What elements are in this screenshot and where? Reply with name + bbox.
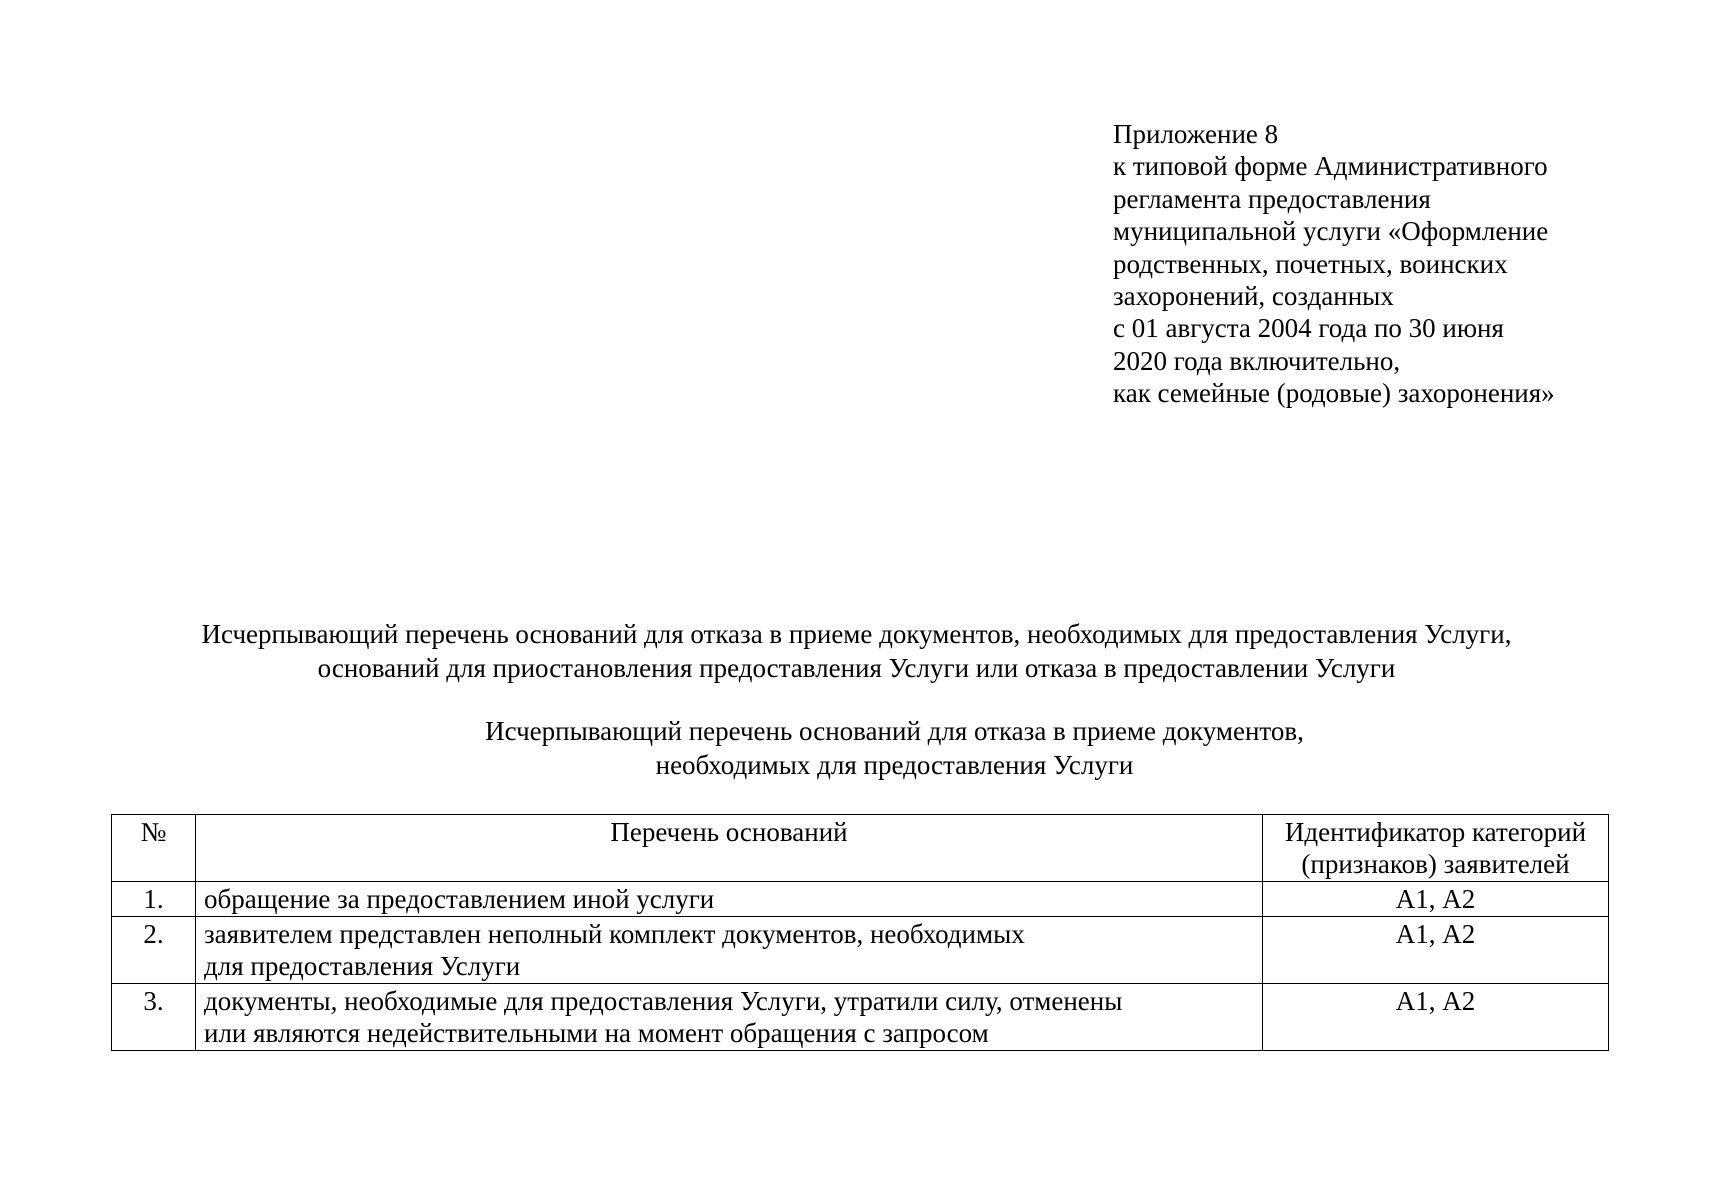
row-grounds-line: документы, необходимые для предоставления Услуги, утратили силу, отменены (204, 986, 1123, 1016)
row-identifier: А1, А2 (1263, 917, 1609, 984)
header-identifier (1263, 815, 1609, 882)
appendix-line: с 01 августа 2004 года по 30 июня (1113, 313, 1504, 344)
row-grounds-line: обращение за предоставлением иной услуги (204, 884, 715, 914)
row-grounds (196, 917, 1263, 984)
appendix-note (1113, 118, 1673, 410)
row-number: 1. (112, 882, 196, 917)
appendix-line: захоронений, созданных (1113, 281, 1394, 312)
appendix-line: регламента предоставления (1113, 183, 1431, 214)
table-row (112, 882, 1609, 917)
row-number: 2. (112, 917, 196, 984)
header-identifier-line: Идентификатор категорий (1284, 817, 1587, 847)
table-header-row (112, 815, 1609, 882)
section-title (0, 714, 1713, 782)
row-grounds (196, 984, 1263, 1051)
appendix-line: муниципальной услуги «Оформление (1113, 216, 1549, 247)
subtitle-line: Исчерпывающий перечень оснований для отказа в приеме документов, (485, 716, 1304, 746)
row-identifier: А1, А2 (1263, 882, 1609, 917)
row-number: 3. (112, 984, 196, 1051)
title-line: Исчерпывающий перечень оснований для отказа в приеме документов, необходимых для предоставления Услуги, (201, 619, 1512, 649)
row-grounds-line: для предоставления Услуги (204, 951, 521, 981)
header-identifier-line: (признаков) заявителей (1301, 849, 1570, 879)
row-grounds-line: заявителем представлен неполный комплект документов, необходимых (204, 919, 1025, 949)
document-title (0, 617, 1713, 685)
table-row (112, 917, 1609, 984)
row-identifier: А1, А2 (1263, 984, 1609, 1051)
header-number: № (112, 815, 196, 882)
row-grounds (196, 882, 1263, 917)
subtitle-line: необходимых для предоставления Услуги (655, 750, 1134, 780)
title-line: оснований для приостановления предоставления Услуги или отказа в предоставлении Услуги (317, 653, 1396, 683)
appendix-line: родственных, почетных, воинских (1113, 248, 1508, 279)
appendix-line: как семейные (родовые) захоронения» (1113, 378, 1555, 409)
appendix-line: 2020 года включительно, (1113, 345, 1401, 376)
header-grounds: Перечень оснований (196, 815, 1263, 882)
table-row (112, 984, 1609, 1051)
appendix-line: к типовой форме Административного (1113, 151, 1548, 182)
grounds-table (111, 814, 1609, 1051)
row-grounds-line: или являются недействительными на момент обращения с запросом (204, 1018, 989, 1048)
appendix-line: Приложение 8 (1113, 119, 1279, 149)
